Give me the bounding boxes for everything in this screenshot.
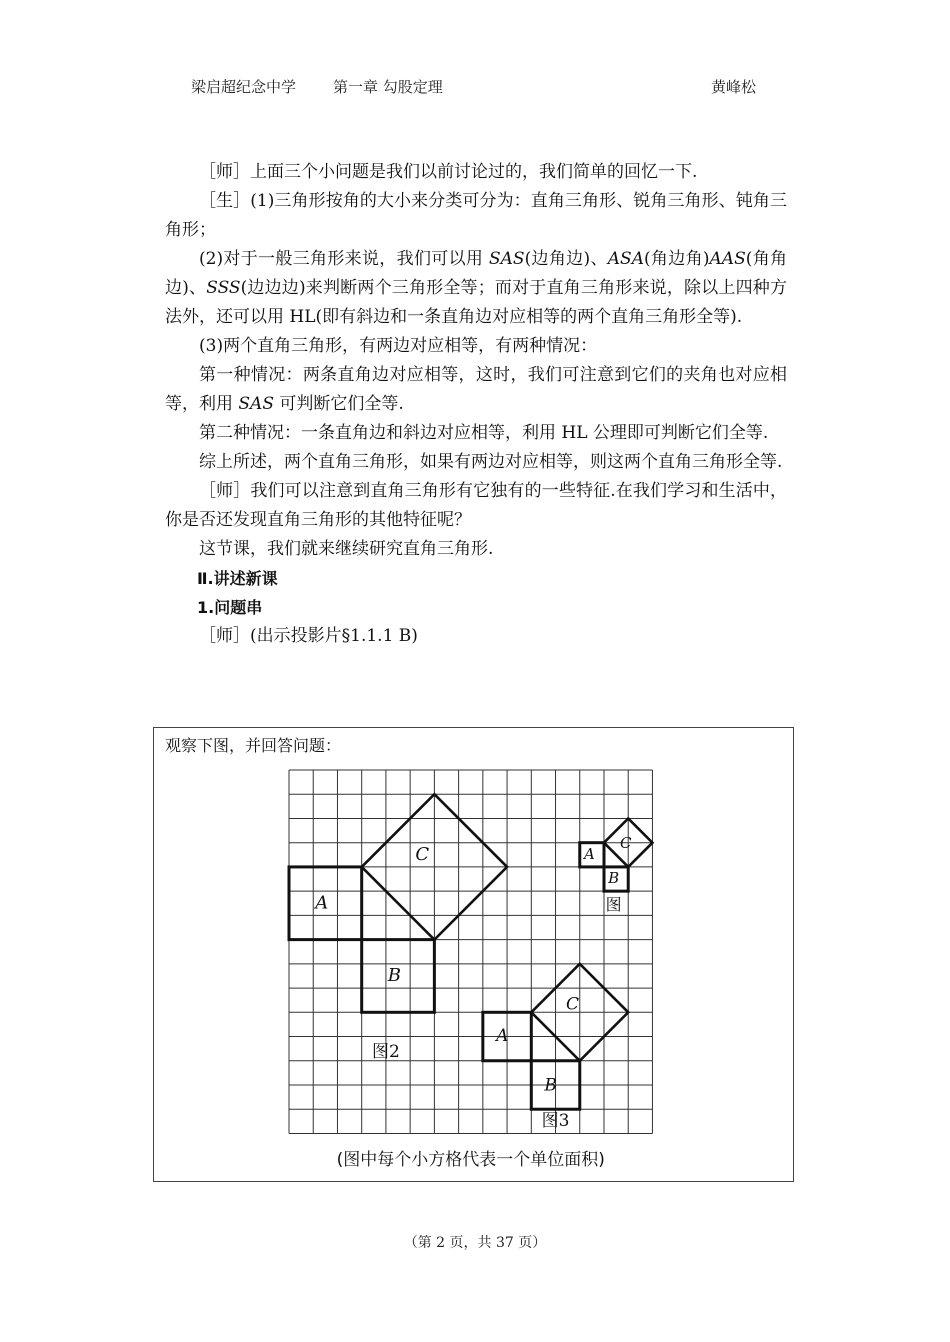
paragraph bbox=[165, 158, 787, 187]
text-run: 可判断它们全等. bbox=[273, 394, 404, 414]
text-run: 第一种情况：两条直角边对应相等，这时，我们可注意到它们的夹角也对应相等，利用 bbox=[165, 365, 787, 414]
fig3-label-c: C bbox=[565, 994, 579, 1015]
paragraph bbox=[165, 564, 787, 593]
fig2-title: 图2 bbox=[372, 1041, 400, 1062]
text-run: 第二种情况：一条直角边和斜边对应相等，利用 HL 公理即可判断它们全等. bbox=[199, 423, 769, 443]
figure-box bbox=[153, 727, 794, 1182]
paragraph bbox=[165, 622, 787, 651]
italic-term: SAS bbox=[238, 394, 274, 414]
italic-term: SAS bbox=[488, 249, 525, 269]
fig1-label-a: A bbox=[584, 844, 595, 863]
grid-background bbox=[289, 769, 654, 1135]
fig3-label-a: A bbox=[496, 1026, 509, 1047]
paragraph bbox=[165, 245, 787, 332]
paragraph bbox=[165, 593, 787, 622]
paragraph bbox=[165, 477, 787, 535]
text-run: ［师］(出示投影片§1.1.1 B) bbox=[199, 626, 418, 646]
fig2-label-b: B bbox=[387, 964, 402, 986]
text-run: (2)对于一般三角形来说，我们可以用 bbox=[199, 249, 489, 269]
fig1-label-b: B bbox=[608, 869, 620, 888]
text-run: 1.问题串 bbox=[197, 598, 263, 617]
figure-prompt: 观察下图，并回答问题： bbox=[165, 736, 342, 755]
italic-term: SSS bbox=[206, 278, 241, 298]
paragraph bbox=[165, 361, 787, 419]
text-run: (3)两个直角三角形，有两边对应相等，有两种情况： bbox=[199, 336, 598, 356]
text-run: ［师］我们可以注意到直角三角形有它独有的一些特征.在我们学习和生活中，你是否还发现直角三角形的其他特征呢？ bbox=[165, 481, 787, 530]
paragraph bbox=[165, 419, 787, 448]
fig3-title: 图3 bbox=[541, 1110, 570, 1131]
paragraph bbox=[165, 448, 787, 477]
italic-term: ASA bbox=[607, 249, 644, 269]
header-author: 黄峰松 bbox=[711, 78, 757, 96]
pythagoras-grid-figure bbox=[154, 728, 795, 1183]
header-chapter: 第一章 勾股定理 bbox=[333, 78, 443, 96]
text-run: (边边边)来判断两个三角形全等；而对于直角三角形来说，除以上四种方法外，还可以用 HL(即有斜边和一条直角边对应相等的两个直角三角形全等). bbox=[165, 278, 787, 327]
text-run: 综上所述，两个直角三角形，如果有两边对应相等，则这两个直角三角形全等. bbox=[199, 452, 783, 472]
italic-term: AAS bbox=[709, 249, 746, 269]
paragraph bbox=[165, 187, 787, 245]
fig2-label-c: C bbox=[415, 843, 430, 865]
text-run: (边角边)、 bbox=[524, 249, 608, 269]
header-school: 梁启超纪念中学 bbox=[191, 78, 297, 96]
fig1-label-c: C bbox=[620, 833, 632, 852]
text-run: ［生］(1)三角形按角的大小来分类可分为：直角三角形、锐角三角形、钝角三角形； bbox=[165, 191, 787, 240]
text-run: (角边角) bbox=[643, 249, 710, 269]
figure-caption: (图中每个小方格代表一个单位面积) bbox=[336, 1150, 605, 1171]
fig3-label-b: B bbox=[544, 1075, 557, 1096]
text-run: (角角边)、 bbox=[165, 249, 788, 298]
fig2-label-a: A bbox=[315, 892, 329, 914]
text-run: 这节课，我们就来继续研究直角三角形. bbox=[199, 539, 494, 559]
paragraph bbox=[165, 535, 787, 564]
text-run: ［师］上面三个小问题是我们以前讨论过的，我们简单的回忆一下. bbox=[199, 162, 698, 182]
text-run: Ⅱ.讲述新课 bbox=[197, 569, 278, 588]
document-body bbox=[165, 158, 787, 651]
fig1-title: 图 bbox=[605, 895, 622, 915]
paragraph bbox=[165, 332, 787, 361]
page-number: （第 2 页，共 37 页） bbox=[403, 1235, 547, 1251]
